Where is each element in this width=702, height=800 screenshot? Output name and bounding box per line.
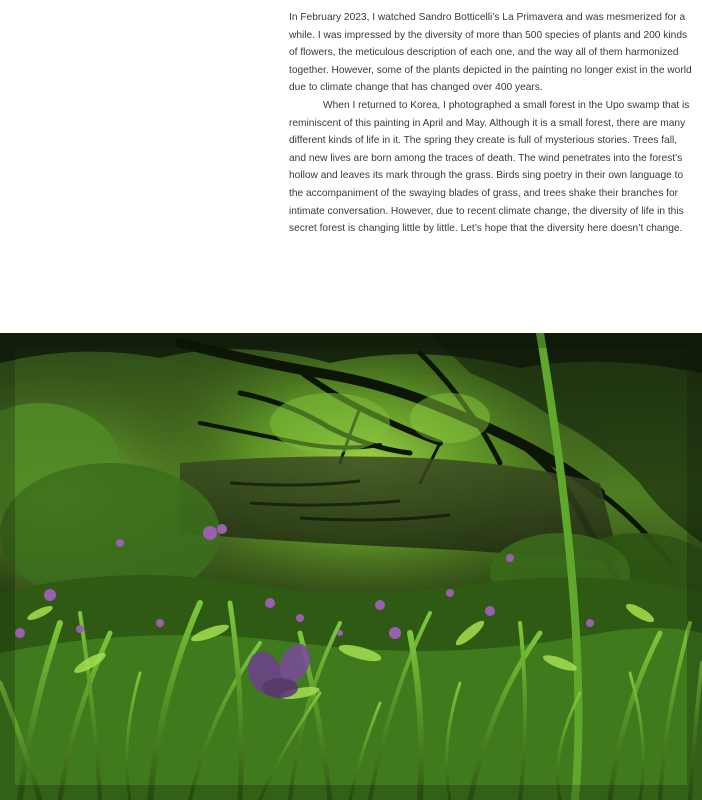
- article-text: [289, 9, 694, 238]
- forest-photo: [0, 333, 702, 800]
- article-paragraph-2: When I returned to Korea, I photographed a small forest in the Upo swamp that is reminiscent of this painting in April and May. Although it is a small forest, there are many different kinds of life in it. The spring they create is full of mysterious stories. Trees fall, and new lives are born among the traces of death. The wind penetrates into the forest’s hollow and leaves its mark through the grass. Birds sing poetry in their own language to the accompaniment of the swaying blades of grass, and trees shake their branches for intimate conversation. However, due to recent climate change, the diversity of life in this secret forest is changing little by little. Let’s hope that the diversity here doesn’t change.: [289, 99, 690, 235]
- forest-photo-illustration: [0, 333, 702, 800]
- article-paragraph-1: In February 2023, I watched Sandro Botticelli’s La Primavera and was mesmerized for a while. I was impressed by the diversity of more than 500 species of plants and 200 kinds of flowers, the meticulous description of each one, and the way all of them harmonized together. However, some of the plants depicted in the painting no longer exist in the world due to climate change that has changed over 400 years.: [289, 12, 692, 94]
